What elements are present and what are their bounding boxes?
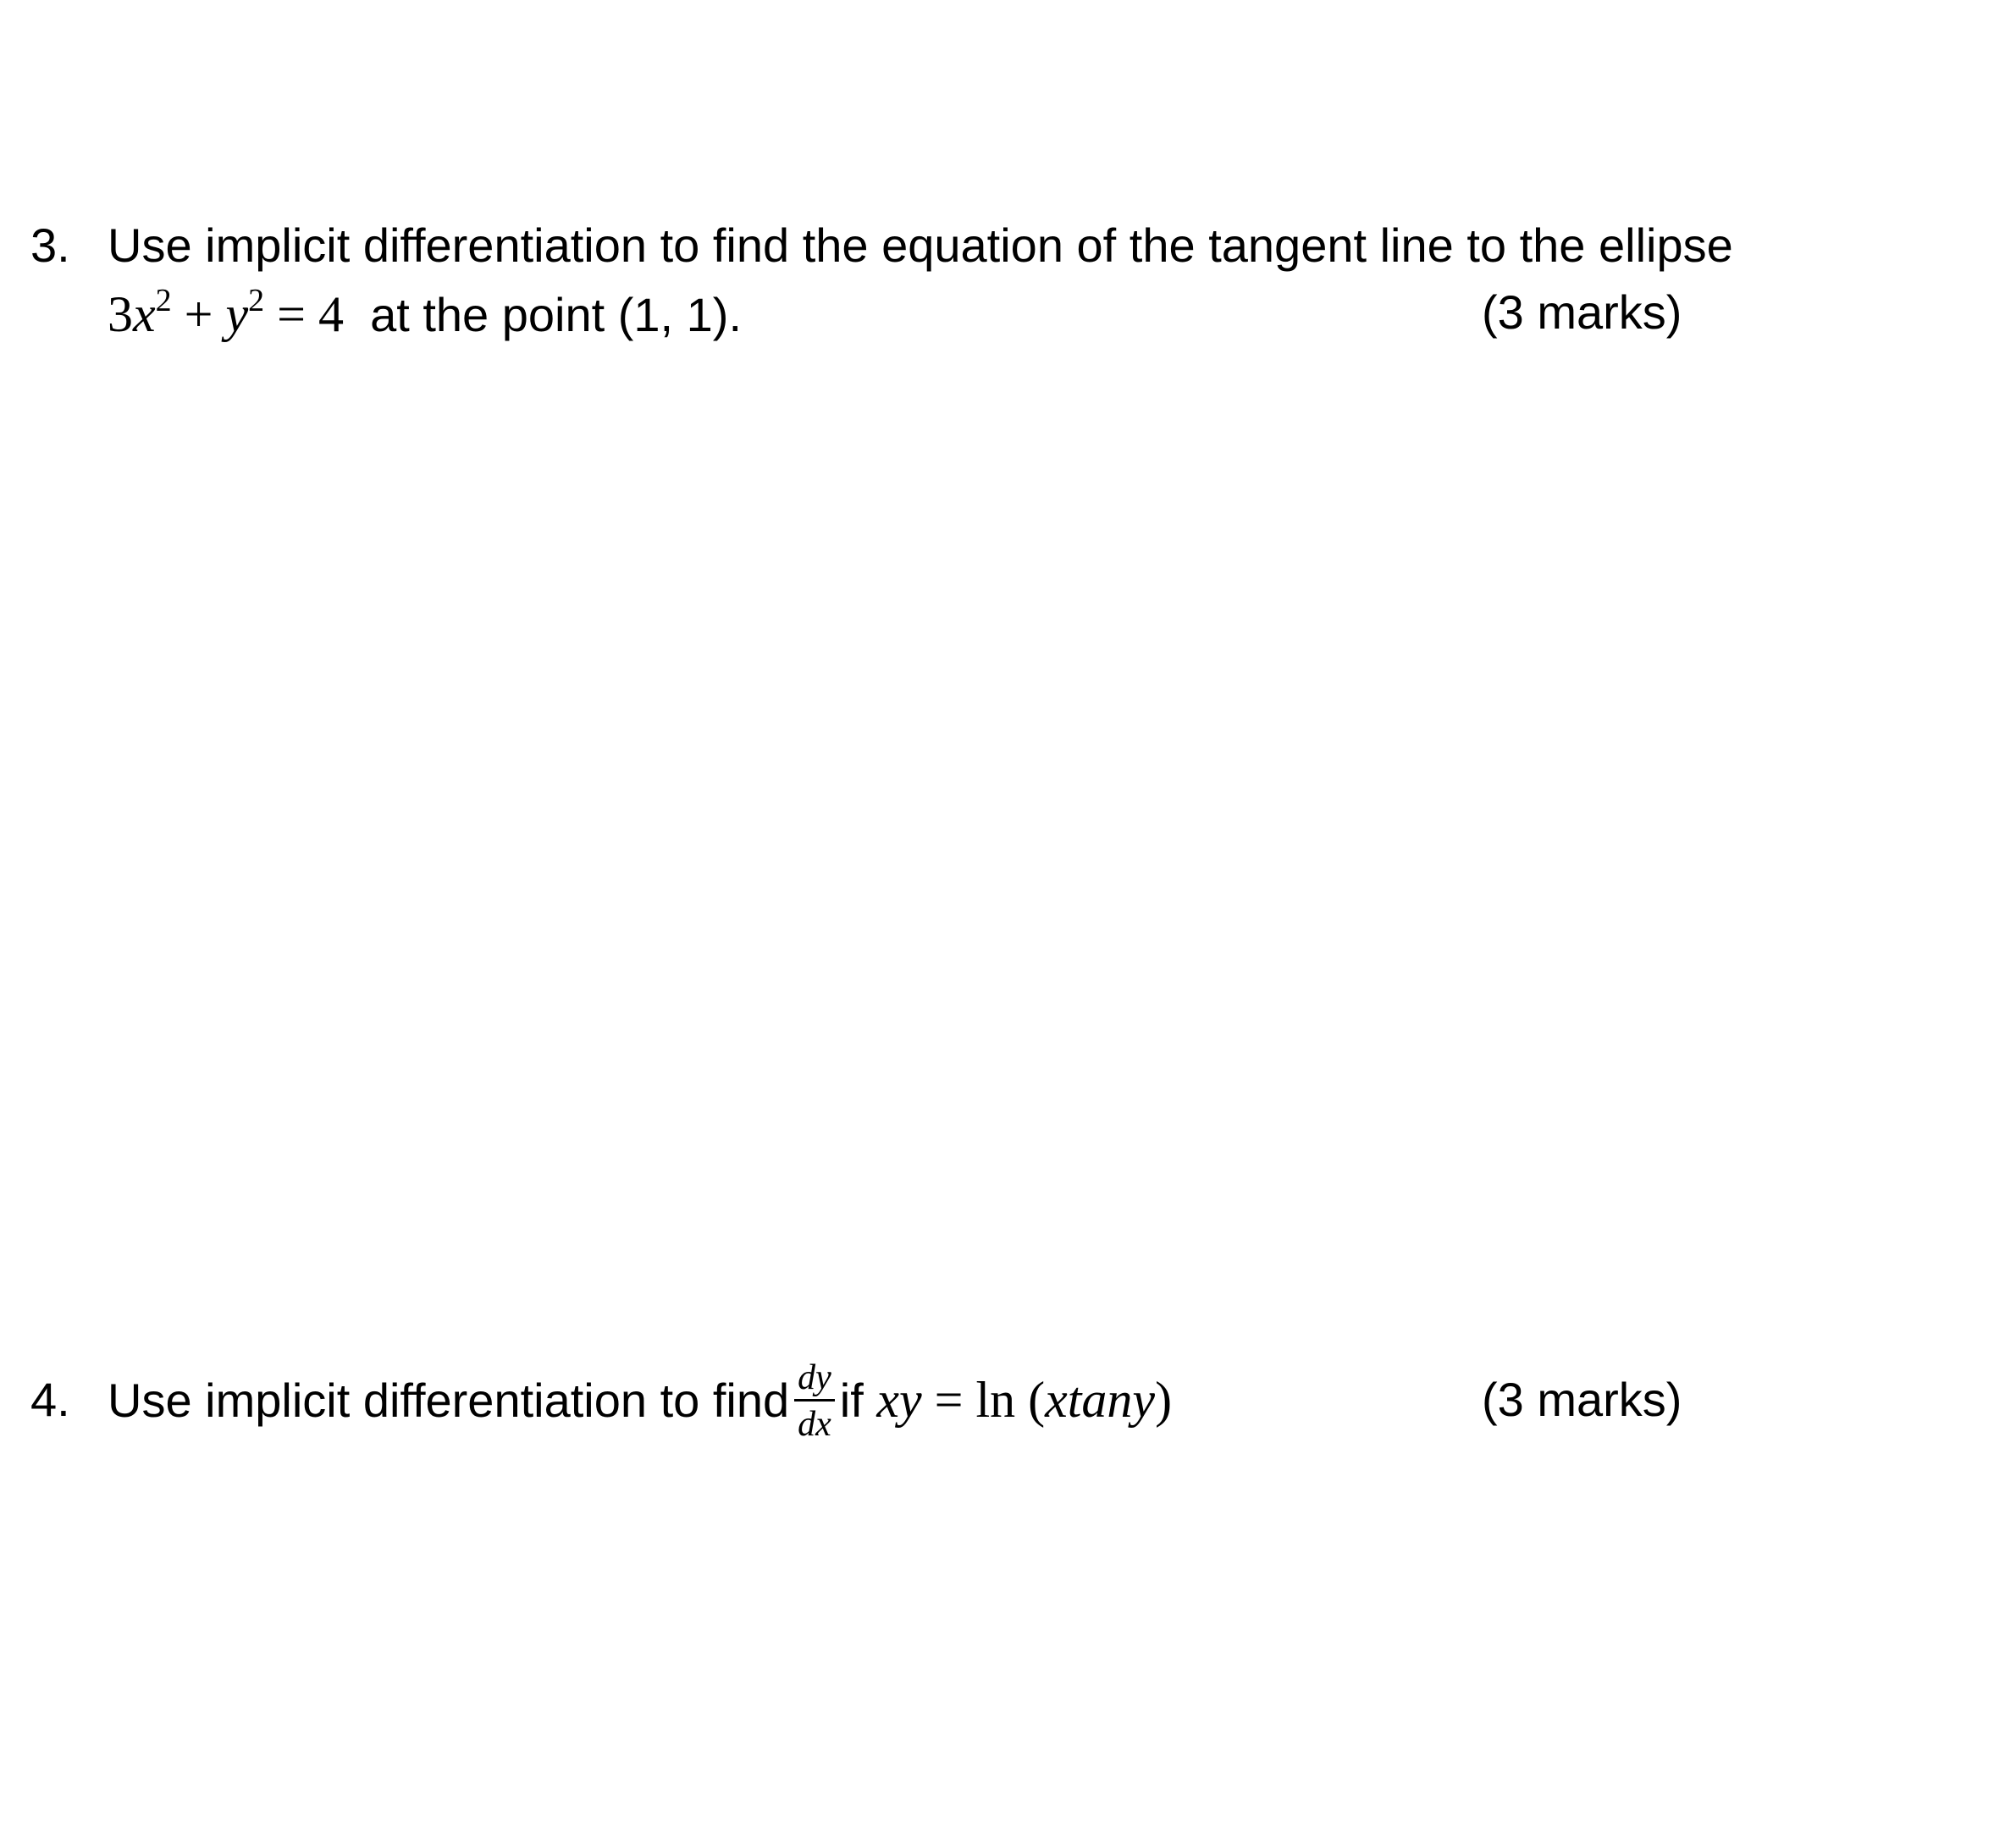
question-text-point: at the point (1, 1). — [370, 288, 743, 341]
ellipse-equation: $3x^2 + y^2 = 4$ — [108, 283, 344, 342]
marks-label: (3 marks) — [1482, 1373, 1682, 1426]
marks-label: (3 marks) — [1482, 285, 1682, 339]
derivative-fraction — [794, 1357, 835, 1444]
question-text: Use implicit differentiation to find the equation of the tangent line to the ellipse — [108, 218, 1733, 272]
fraction-denominator: dx — [798, 1404, 831, 1444]
implicit-equation: xy = ln (xtany) — [876, 1372, 1173, 1428]
question-number: 4. — [30, 1373, 70, 1426]
question-line-2 — [108, 283, 743, 342]
fraction-numerator: dy — [794, 1360, 835, 1401]
question-number: 3. — [30, 218, 70, 272]
question-text: Use implicit differentiation to find $\frac{dy}{dx}$ if xy = ln (xtany) — [108, 1357, 1173, 1444]
